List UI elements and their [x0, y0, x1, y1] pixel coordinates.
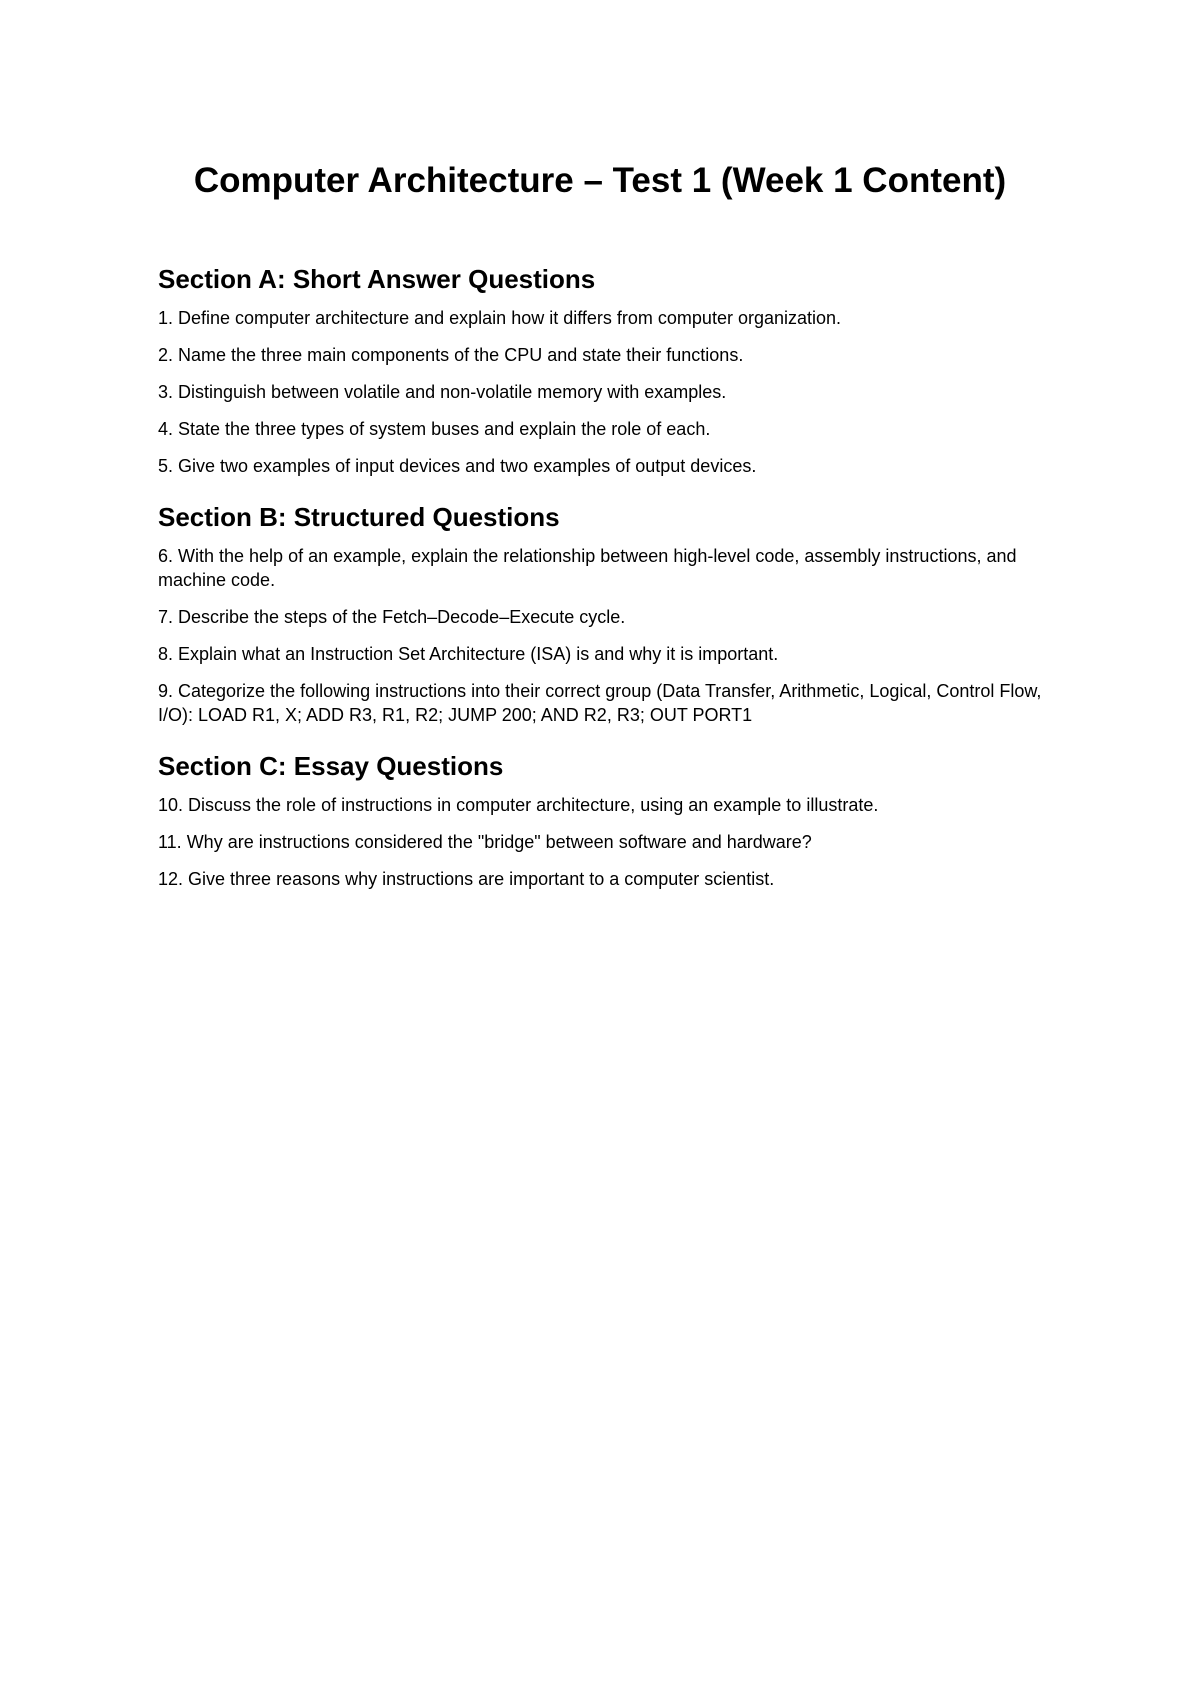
question-item: 5. Give two examples of input devices and two examples of output devices.	[158, 456, 757, 476]
section-c	[158, 749, 1058, 891]
section-b	[158, 500, 1058, 727]
question-item: 6. With the help of an example, explain the relationship between high-level code, assembly instructions, and machine code.	[158, 546, 1017, 590]
question-item: 4. State the three types of system buses and explain the role of each.	[158, 419, 711, 439]
question-item: 1. Define computer architecture and explain how it differs from computer organization.	[158, 308, 842, 328]
section-heading: Section C: Essay Questions	[158, 751, 504, 781]
question-item: 3. Distinguish between volatile and non-volatile memory with examples.	[158, 382, 727, 402]
document-title: Computer Architecture – Test 1 (Week 1 Content)	[193, 161, 1007, 200]
question-item: 7. Describe the steps of the Fetch–Decode–Execute cycle.	[158, 607, 626, 627]
document-body	[158, 262, 1058, 904]
question-item: 8. Explain what an Instruction Set Architecture (ISA) is and why it is important.	[158, 644, 779, 664]
question-item: 9. Categorize the following instructions into their correct group (Data Transfer, Arithmetic, Logical, Control Flow, I/O): LOAD R1, X; ADD R3, R1, R2; JUMP 200; AND R2, R3; OUT PORT1	[158, 681, 1042, 725]
section-a	[158, 262, 1058, 478]
section-heading: Section B: Structured Questions	[158, 502, 560, 532]
section-heading: Section A: Short Answer Questions	[158, 264, 596, 294]
question-item: 2. Name the three main components of the CPU and state their functions.	[158, 345, 744, 365]
question-item: 11. Why are instructions considered the "bridge" between software and hardware?	[158, 832, 812, 852]
question-item: 10. Discuss the role of instructions in computer architecture, using an example to illustrate.	[158, 795, 879, 815]
question-item: 12. Give three reasons why instructions are important to a computer scientist.	[158, 869, 775, 889]
